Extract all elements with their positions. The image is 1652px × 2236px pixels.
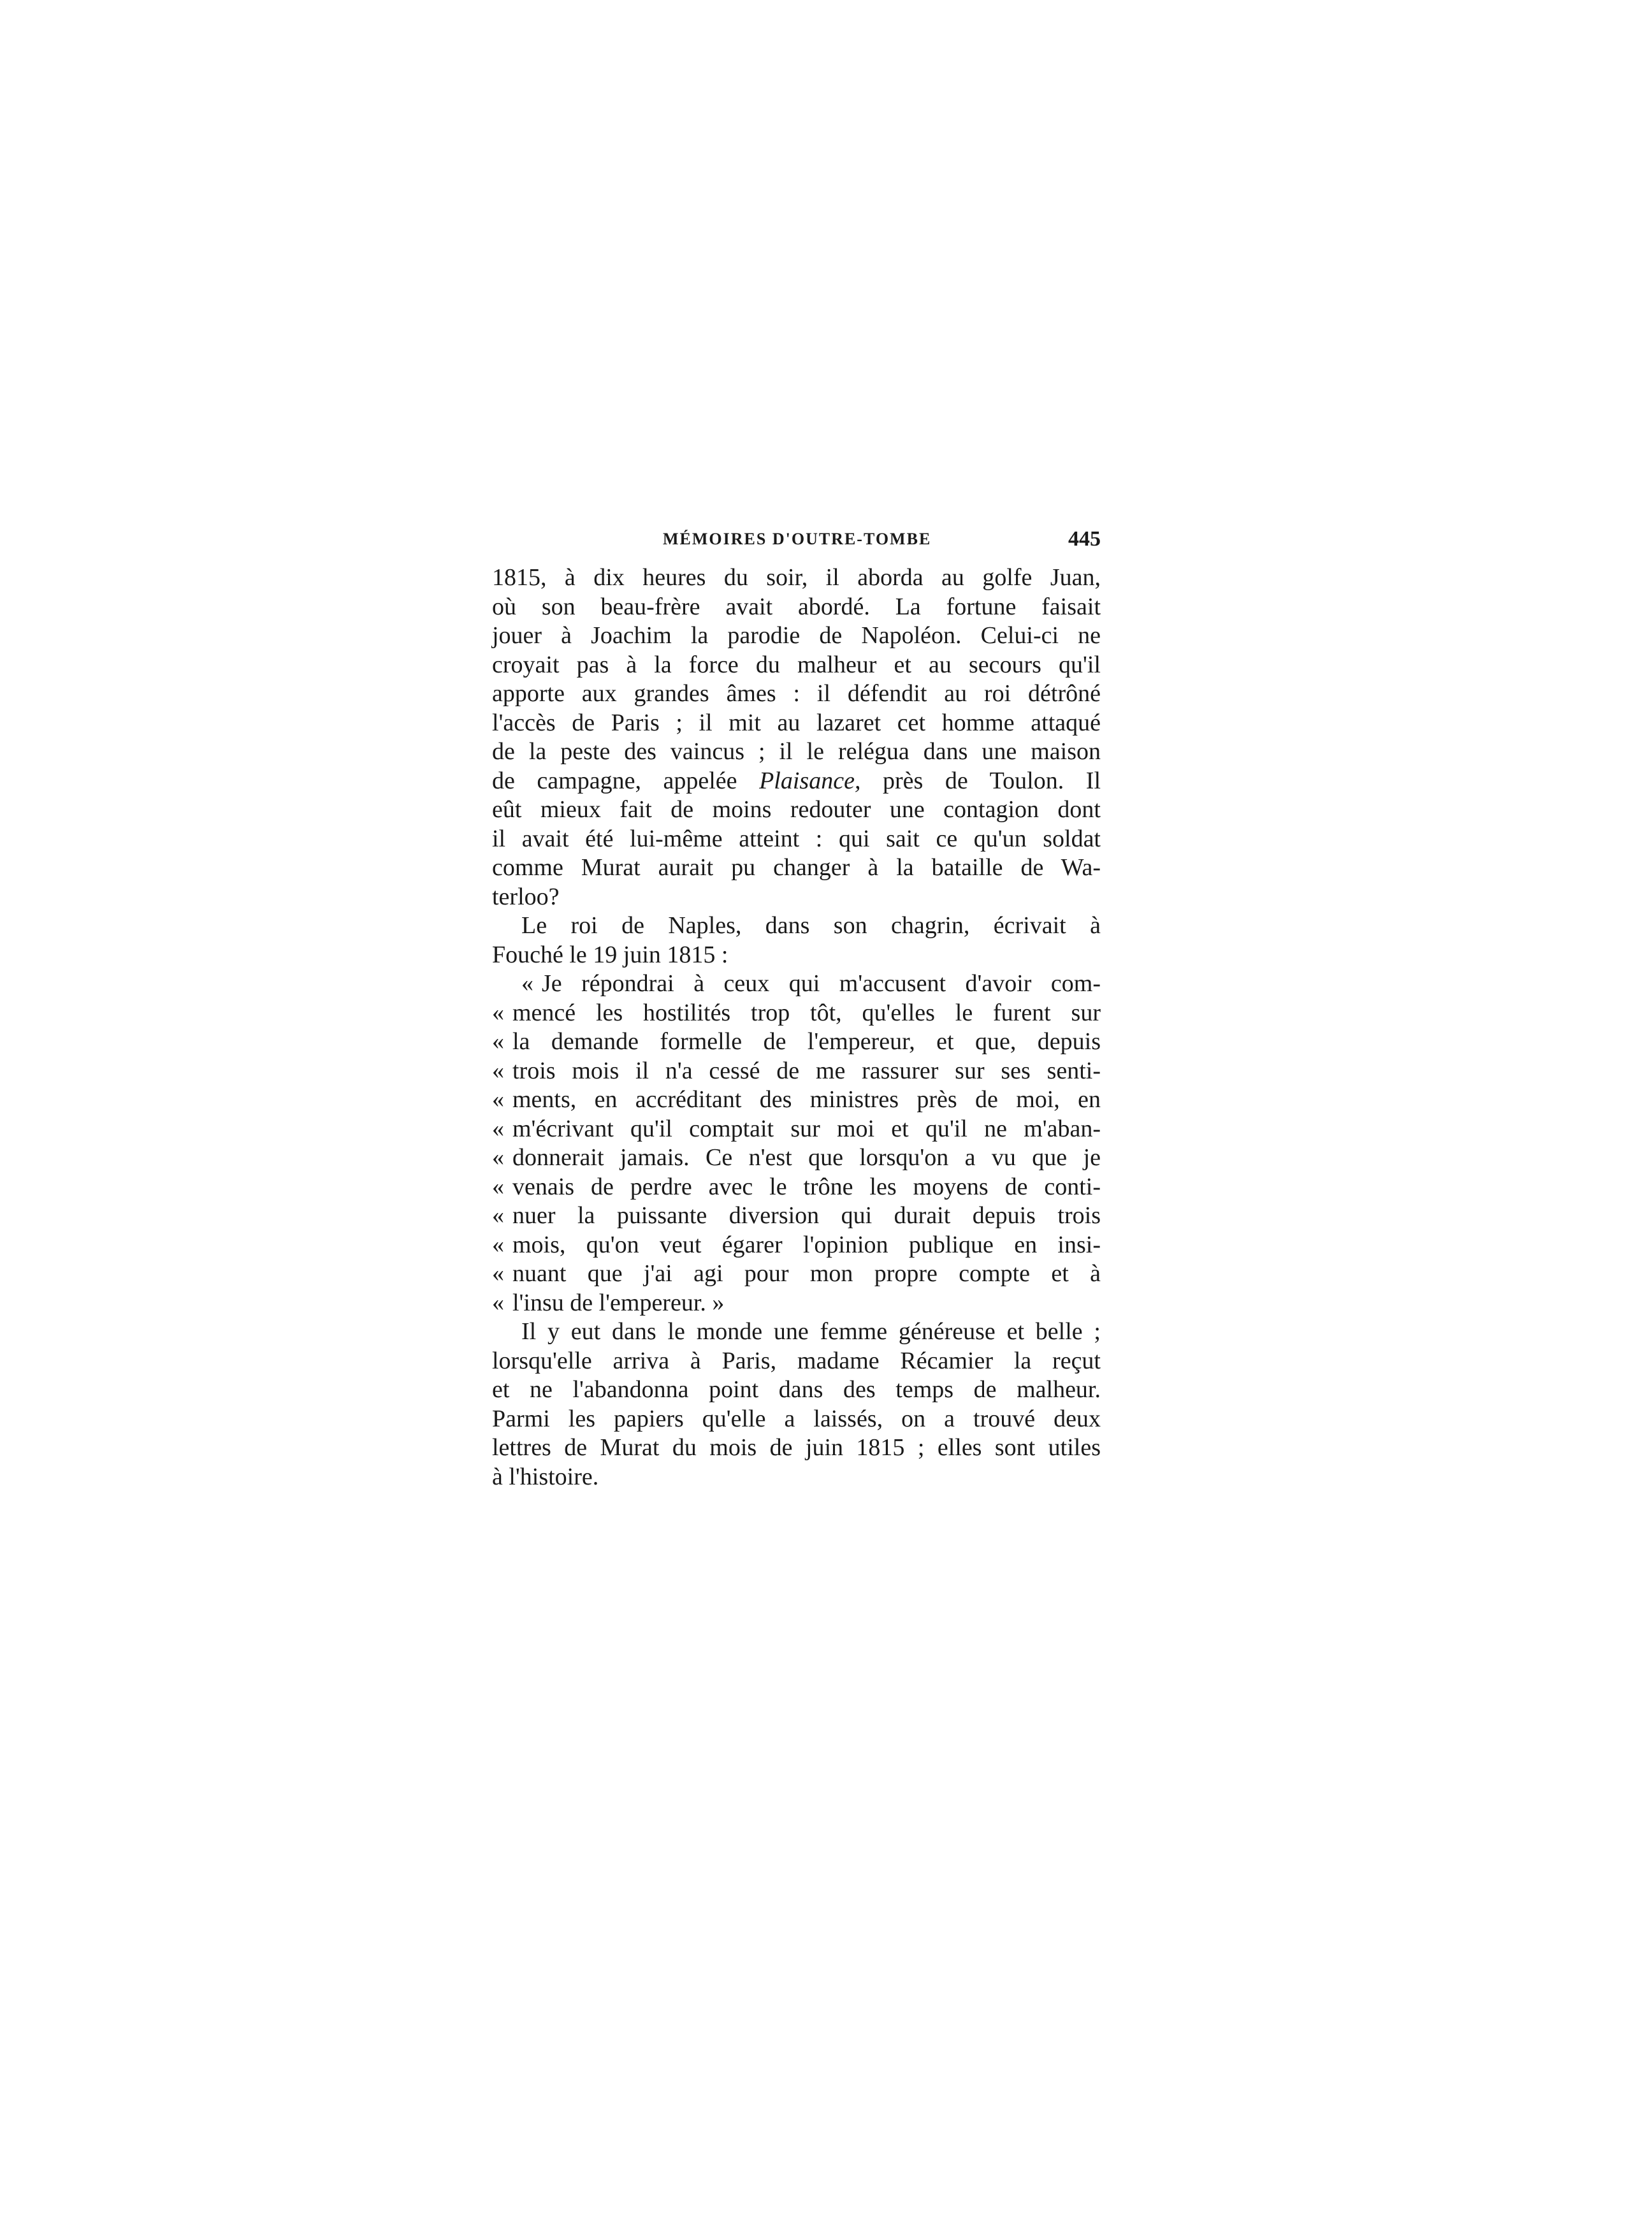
text-line: Parmi les papiers qu'elle a laissés, on a trouvé deux	[492, 1405, 1101, 1432]
quote-text: trois mois il n'a cessé de me rassurer sur ses senti-	[512, 1057, 1101, 1084]
quote-line	[492, 1173, 1101, 1202]
text-line: jouer à Joachim la parodie de Napoléon. Celui-ci ne	[492, 622, 1101, 649]
page-text-block	[492, 526, 1101, 1492]
text-run: de campagne, appelée	[492, 767, 737, 794]
quote-text: venais de perdre avec le trône les moyens de conti-	[512, 1173, 1101, 1200]
quote-mark: «	[492, 1202, 504, 1229]
text-line: Fouché le 19 juin 1815 :	[492, 941, 728, 968]
quote-text: nuer la puissante diversion qui durait depuis trois	[512, 1202, 1101, 1229]
quote-text: la demande formelle de l'empereur, et que, depuis	[512, 1028, 1101, 1055]
text-line: apporte aux grandes âmes : il défendit au roi détrôné	[492, 680, 1101, 707]
text-line: et ne l'abandonna point dans des temps de malheur.	[492, 1376, 1101, 1403]
quote-line	[492, 1231, 1101, 1260]
paragraph-2	[492, 911, 1101, 969]
quote-line	[492, 969, 1101, 999]
quote-mark: «	[492, 1173, 504, 1200]
text-line: de la peste des vaincus ; il le relégua dans une maison	[492, 738, 1101, 765]
text-line: lorsqu'elle arriva à Paris, madame Récamier la reçut	[492, 1347, 1101, 1374]
quote-line	[492, 1289, 1101, 1318]
running-title: MÉMOIRES D'OUTRE-TOMBE	[663, 530, 932, 548]
text-line: comme Murat aurait pu changer à la bataille de Wa-	[492, 854, 1101, 881]
quote-line	[492, 1201, 1101, 1231]
quote-text: nuant que j'ai agi pour mon propre compte et à	[512, 1260, 1101, 1287]
quote-mark: «	[492, 1289, 504, 1316]
quote-mark: «	[492, 1057, 504, 1084]
quotation-block	[492, 969, 1101, 1318]
text-line: à l'histoire.	[492, 1463, 599, 1490]
quote-text: mencé les hostilités trop tôt, qu'elles le furent sur	[512, 999, 1101, 1026]
quote-mark: «	[492, 1028, 504, 1055]
quote-text: ments, en accréditant des ministres près de moi, en	[512, 1086, 1101, 1113]
quote-mark: «	[492, 1086, 504, 1113]
text-line: l'accès de Paris ; il mit au lazaret cet homme attaqué	[492, 709, 1101, 736]
quote-line	[492, 1085, 1101, 1115]
text-line: il avait été lui-même atteint : qui sait ce qu'un soldat	[492, 825, 1101, 852]
quote-text: donnerait jamais. Ce n'est que lorsqu'on a vu que je	[512, 1144, 1101, 1171]
quote-text: Je répondrai à ceux qui m'accusent d'avoir com-	[542, 970, 1101, 997]
text-line: où son beau-frère avait abordé. La fortune faisait	[492, 593, 1101, 620]
quote-mark: «	[492, 1231, 504, 1258]
paragraph-1	[492, 563, 1101, 911]
text-line-mixed	[492, 767, 1101, 796]
quote-line	[492, 999, 1101, 1028]
text-line: 1815, à dix heures du soir, il aborda au golfe Juan,	[492, 564, 1101, 591]
quote-mark: «	[521, 970, 533, 997]
quote-text: l'insu de l'empereur. »	[512, 1289, 725, 1316]
running-head	[492, 526, 1101, 563]
quote-mark: «	[492, 1115, 504, 1142]
quote-mark: «	[492, 999, 504, 1026]
page-number: 445	[1068, 527, 1101, 551]
quote-text: mois, qu'on veut égarer l'opinion publique en insi-	[512, 1231, 1101, 1258]
quote-line	[492, 1027, 1101, 1057]
text-line: eût mieux fait de moins redouter une contagion dont	[492, 796, 1101, 823]
quote-line	[492, 1143, 1101, 1173]
quote-line	[492, 1260, 1101, 1289]
quote-text: m'écrivant qu'il comptait sur moi et qu'il ne m'aban-	[512, 1115, 1101, 1142]
text-line: Le roi de Naples, dans son chagrin, écrivait à	[521, 912, 1101, 939]
text-line: Il y eut dans le monde une femme généreuse et belle ;	[521, 1318, 1101, 1345]
quote-mark: «	[492, 1260, 504, 1287]
text-line: terloo?	[492, 883, 560, 910]
quote-mark: «	[492, 1144, 504, 1171]
text-line: croyait pas à la force du malheur et au secours qu'il	[492, 651, 1101, 678]
text-line: lettres de Murat du mois de juin 1815 ; elles sont utiles	[492, 1434, 1101, 1461]
quote-line	[492, 1057, 1101, 1086]
quote-line	[492, 1115, 1101, 1144]
text-run: près de Toulon. Il	[883, 767, 1101, 794]
italic-place-name: Plaisance,	[759, 767, 861, 794]
paragraph-3	[492, 1318, 1101, 1492]
